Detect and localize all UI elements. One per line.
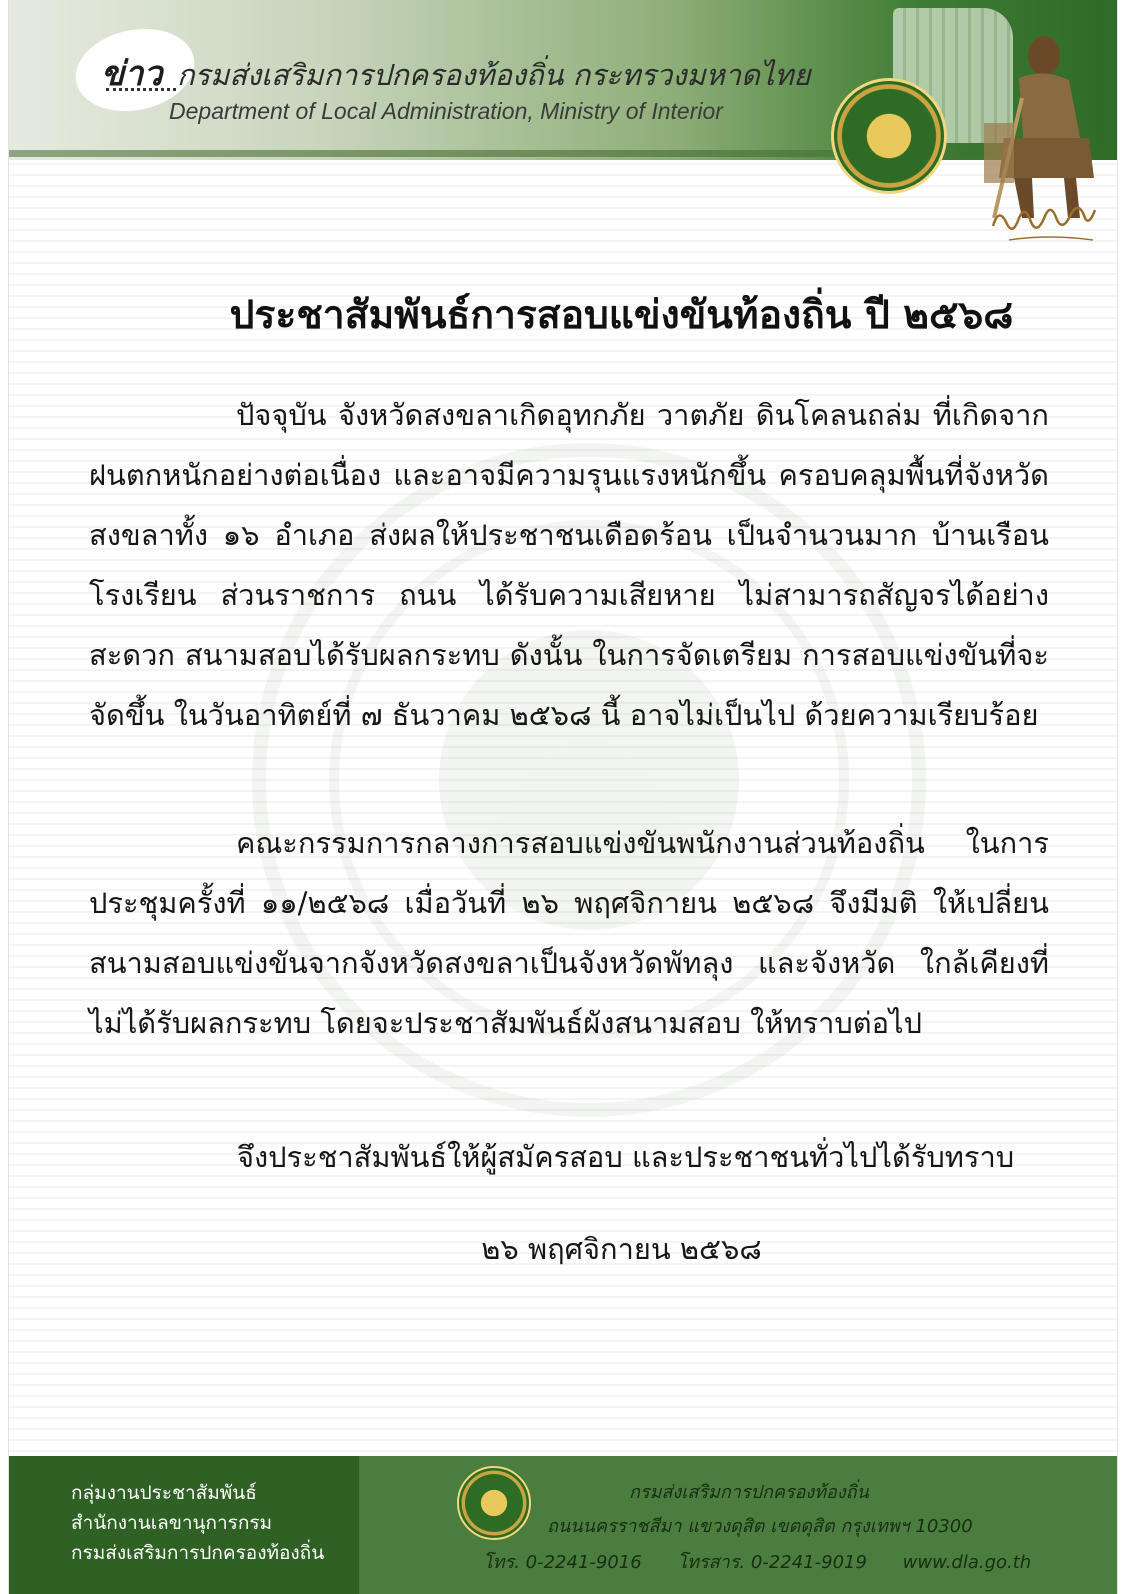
department-name-thai: กรมส่งเสริมการปกครองท้องถิ่น กระทรวงมหาดไทย: [177, 58, 811, 92]
paragraph-committee-decision: คณะกรรมการกลางการสอบแข่งขันพนักงานส่วนท้องถิ่น ในการประชุมครั้งที่ ๑๑/๒๕๖๘ เมื่อวันที่ ๒๖ พฤศจิกายน ๒๕๖๘ จึงมีมติ ให้เปลี่ยนสนามสอบแข่งขันจากจังหวัดสงขลาเป็นจังหวัดพัทลุง และจังหวัด ใกล้เคียงที่ไม่ได้รับผลกระทบ โดยจะประชาสัมพันธ์ผังสนามสอบ ให้ทราบต่อไป: [89, 826, 1049, 1040]
signature: [989, 196, 1099, 254]
footer-unit-line: กรมส่งเสริมการปกครองท้องถิ่น: [71, 1542, 325, 1564]
footer-website-link[interactable]: www.dla.go.th: [902, 1552, 1032, 1573]
closing-statement: จึงประชาสัมพันธ์ให้ผู้สมัครสอบ และประชาชนทั่วไปได้รับทราบ: [237, 1140, 1015, 1174]
statue-image: [964, 28, 1104, 223]
footer-org-name: กรมส่งเสริมการปกครองท้องถิ่น: [629, 1482, 869, 1503]
news-label: ข่าว: [101, 54, 163, 94]
footer-seal-icon: [457, 1466, 531, 1540]
announcement-page: [8, 0, 1118, 1594]
dla-seal-icon: [831, 78, 947, 194]
footer-phone: โทร. 0-2241-9016: [483, 1552, 642, 1573]
news-underline: [106, 88, 176, 91]
announcement-date: ๒๖ พฤศจิกายน ๒๕๖๘: [481, 1232, 762, 1266]
signature-image: [989, 196, 1099, 246]
announcement-title: ประชาสัมพันธ์การสอบแข่งขันท้องถิ่น ปี ๒๕๖๘: [229, 293, 1014, 338]
paragraph-situation: ปัจจุบัน จังหวัดสงขลาเกิดอุทกภัย วาตภัย ดินโคลนถล่ม ที่เกิดจากฝนตกหนักอย่างต่อเนื่อง และอาจมีความรุนแรงหนักขึ้น ครอบคลุมพื้นที่จังหวัดสงขลาทั้ง ๑๖ อำเภอ ส่งผลให้ประชาชนเดือดร้อน เป็นจำนวนมาก บ้านเรือน โรงเรียน ส่วนราชการ ถนน ได้รับความเสียหาย ไม่สามารถสัญจรได้อย่างสะดวก สนามสอบได้รับผลกระทบ ดังนั้น ในการจัดเตรียม การสอบแข่งขันที่จะจัดขึ้น ในวันอาทิตย์ที่ ๗ ธันวาคม ๒๕๖๘ นี้ อาจไม่เป็นไป ด้วยความเรียบร้อย: [89, 398, 1049, 732]
footer-banner: [9, 1456, 1118, 1594]
footer-unit-line: กลุ่มงานประชาสัมพันธ์: [71, 1482, 257, 1504]
footer-unit-line: สำนักงานเลขานุการกรม: [71, 1512, 273, 1534]
footer-fax: โทรสาร. 0-2241-9019: [677, 1552, 867, 1573]
header-divider: [9, 150, 1118, 157]
footer-address: ถนนนครราชสีมา แขวงดุสิต เขตดุสิต กรุงเทพฯ 10300: [547, 1516, 973, 1537]
department-name-english: Department of Local Administration, Ministry of Interior: [169, 98, 723, 124]
footer-contact-line: [483, 1548, 1061, 1578]
footer-unit-info: [9, 1456, 359, 1594]
header-banner: [9, 0, 1118, 160]
